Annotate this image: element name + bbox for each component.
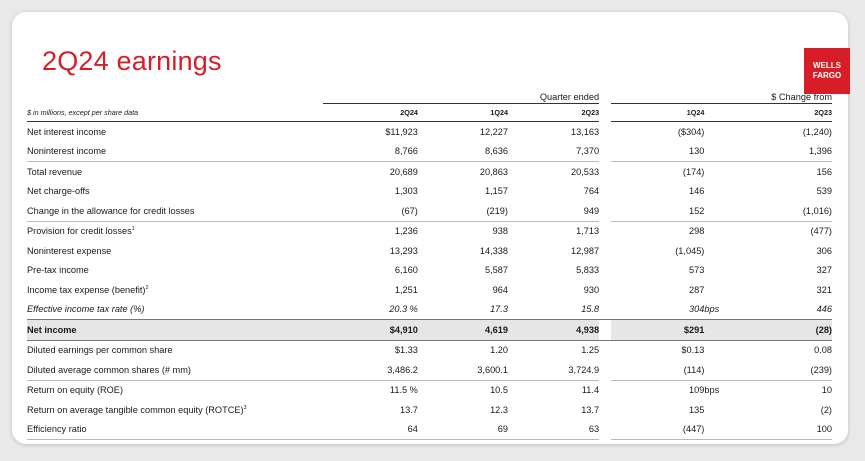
cell-2q23: 12,987 bbox=[570, 245, 600, 256]
cell-1q24: 938 bbox=[418, 221, 508, 241]
cell-1q24: 10.5 bbox=[418, 380, 508, 400]
unit-label bbox=[704, 201, 734, 221]
cell-change-1q24: 109 bbox=[611, 380, 704, 400]
table-row bbox=[27, 182, 832, 202]
row-label: Diluted earnings per common share bbox=[27, 340, 323, 360]
row-label: Pre-tax income bbox=[27, 265, 89, 276]
cell-1q24: 14,338 bbox=[479, 245, 508, 256]
row-label: Diluted average common shares (# mm) bbox=[27, 364, 191, 375]
cell-2q23: 1.25 bbox=[508, 340, 599, 360]
row-label: Efficiency ratio bbox=[27, 420, 323, 440]
cell-change-2q23: 10 bbox=[735, 380, 832, 400]
cell-change-1q24: 287 bbox=[689, 284, 705, 295]
table-row bbox=[27, 320, 832, 341]
cell-2q23: 7,370 bbox=[576, 146, 600, 157]
unit-label bbox=[704, 221, 734, 241]
unit-label bbox=[704, 182, 734, 202]
row-label: Total revenue bbox=[27, 162, 323, 182]
cell-change-2q23: (239) bbox=[810, 364, 832, 375]
cell-2q24: 13,293 bbox=[389, 245, 418, 256]
table-row bbox=[27, 142, 832, 162]
column-header-row bbox=[27, 104, 832, 122]
cell-2q24: 8,766 bbox=[394, 146, 418, 157]
cell-1q24: 20,863 bbox=[418, 162, 508, 182]
unit-label bbox=[704, 122, 734, 142]
cell-2q24: 20,689 bbox=[323, 162, 418, 182]
cell-2q24: 20.3 % bbox=[389, 304, 418, 315]
unit-label bbox=[704, 241, 734, 261]
cell-change-1q24: (114) bbox=[683, 364, 705, 375]
cell-1q24: (219) bbox=[486, 205, 508, 216]
table-row bbox=[27, 400, 832, 420]
table-row bbox=[27, 162, 832, 182]
cell-change-2q23: 0.08 bbox=[735, 340, 832, 360]
table-row bbox=[27, 420, 832, 440]
table-row bbox=[27, 241, 832, 261]
cell-change-1q24: 135 bbox=[689, 404, 705, 415]
unit-label bbox=[704, 360, 734, 380]
row-label: Noninterest income bbox=[27, 146, 107, 157]
row-label: Net income bbox=[27, 320, 323, 341]
cell-2q23: 4,938 bbox=[508, 320, 599, 341]
cell-change-2q23: 321 bbox=[816, 284, 832, 295]
unit-label bbox=[704, 280, 734, 300]
cell-2q23: 3,724.9 bbox=[568, 364, 600, 375]
cell-2q23: 13.7 bbox=[581, 404, 600, 415]
unit-label bbox=[704, 162, 734, 182]
cell-2q24: 13.7 bbox=[399, 404, 418, 415]
cell-change-2q23: 539 bbox=[816, 186, 832, 197]
cell-2q24: $4,910 bbox=[323, 320, 418, 341]
unit-label bbox=[704, 420, 734, 440]
unit-label bbox=[704, 320, 734, 341]
footnote-marker: 2 bbox=[145, 284, 149, 291]
cell-1q24: 12,227 bbox=[479, 126, 508, 137]
row-label: Net interest income bbox=[27, 126, 107, 137]
table-row bbox=[27, 280, 832, 300]
cell-1q24: 17.3 bbox=[490, 304, 508, 315]
row-label: Income tax expense (benefit)$^2$ bbox=[27, 284, 149, 295]
cell-change-1q24: $0.13 bbox=[611, 340, 704, 360]
table-row bbox=[27, 360, 832, 380]
cell-2q23: 930 bbox=[583, 284, 600, 295]
cell-2q24: 1,303 bbox=[394, 186, 418, 197]
table-row bbox=[27, 300, 832, 320]
row-label: Net charge-offs bbox=[27, 186, 90, 197]
unit-label bbox=[704, 340, 734, 360]
wells-fargo-logo: WELLS FARGO bbox=[804, 48, 850, 94]
cell-change-1q24: (1,045) bbox=[675, 245, 705, 256]
table-row bbox=[27, 380, 832, 400]
cell-change-1q24: 130 bbox=[689, 146, 705, 157]
earnings-table bbox=[27, 86, 832, 440]
table-row bbox=[27, 221, 832, 241]
cell-change-1q24: 146 bbox=[689, 186, 705, 197]
cell-2q23: 949 bbox=[583, 205, 600, 216]
cell-change-2q23: (1,016) bbox=[802, 205, 832, 216]
cell-1q24: 12.3 bbox=[490, 404, 508, 415]
cell-2q23: 764 bbox=[583, 186, 600, 197]
cell-1q24: 5,587 bbox=[484, 265, 508, 276]
unit-label: bps bbox=[704, 304, 720, 315]
cell-2q23: 15.8 bbox=[581, 304, 600, 315]
cell-change-2q23: 306 bbox=[816, 245, 832, 256]
cell-2q24: 1,236 bbox=[323, 221, 418, 241]
col-header-2q24: 2Q24 bbox=[323, 104, 418, 122]
cell-change-1q24: 573 bbox=[689, 265, 705, 276]
cell-1q24: 964 bbox=[492, 284, 508, 295]
cell-2q24: 3,486.2 bbox=[387, 364, 418, 375]
unit-label bbox=[704, 261, 734, 281]
cell-change-1q24: ($304) bbox=[677, 126, 705, 137]
cell-change-1q24: 152 bbox=[689, 205, 705, 216]
col-header-change-2q23: 2Q23 bbox=[735, 104, 832, 122]
cell-2q23: 13,163 bbox=[570, 126, 600, 137]
cell-2q23: 5,833 bbox=[576, 265, 600, 276]
cell-1q24: 8,636 bbox=[484, 146, 508, 157]
footnote-marker: 1 bbox=[131, 226, 135, 233]
table-row bbox=[27, 122, 832, 142]
cell-2q24: 64 bbox=[323, 420, 418, 440]
unit-label bbox=[704, 142, 734, 162]
cell-change-2q23: 1,396 bbox=[809, 146, 832, 157]
cell-1q24: 4,619 bbox=[418, 320, 508, 341]
change-from-header: $ Change from bbox=[611, 86, 832, 104]
row-label: Noninterest expense bbox=[27, 245, 112, 256]
row-label: Change in the allowance for credit losses bbox=[27, 205, 195, 216]
cell-2q23: 20,533 bbox=[508, 162, 599, 182]
col-header-1q24: 1Q24 bbox=[418, 104, 508, 122]
units-note: $ in millions, except per share data bbox=[27, 104, 323, 122]
cell-1q24: 3,600.1 bbox=[477, 364, 508, 375]
row-label: Return on equity (ROE) bbox=[27, 380, 323, 400]
cell-change-2q23: (2) bbox=[820, 404, 832, 415]
table-row bbox=[27, 340, 832, 360]
cell-2q23: 63 bbox=[508, 420, 599, 440]
cell-1q24: 69 bbox=[418, 420, 508, 440]
cell-2q24: (67) bbox=[401, 205, 418, 216]
column-group-header bbox=[27, 86, 832, 104]
cell-change-2q23: (28) bbox=[735, 320, 832, 341]
col-header-2q23: 2Q23 bbox=[508, 104, 599, 122]
unit-label: bps bbox=[704, 380, 734, 400]
cell-2q24: $1.33 bbox=[323, 340, 418, 360]
cell-2q24: 6,160 bbox=[394, 265, 418, 276]
cell-change-1q24: (447) bbox=[611, 420, 704, 440]
cell-change-1q24: $291 bbox=[611, 320, 704, 341]
cell-change-1q24: 304 bbox=[689, 304, 705, 315]
cell-change-1q24: 298 bbox=[611, 221, 704, 241]
quarter-ended-header: Quarter ended bbox=[323, 86, 599, 104]
cell-change-2q23: (477) bbox=[735, 221, 832, 241]
row-label: Return on average tangible common equity (ROTCE)$^3$ bbox=[27, 404, 247, 415]
footnote-marker: 3 bbox=[243, 404, 247, 411]
cell-change-2q23: 100 bbox=[735, 420, 832, 440]
cell-1q24: 1.20 bbox=[418, 340, 508, 360]
cell-change-1q24: (174) bbox=[611, 162, 704, 182]
col-header-change-1q24: 1Q24 bbox=[611, 104, 704, 122]
table-row bbox=[27, 201, 832, 221]
row-label: Provision for credit losses$^1$ bbox=[27, 221, 323, 241]
cell-change-2q23: (1,240) bbox=[802, 126, 832, 137]
unit-label bbox=[704, 400, 734, 420]
cell-2q24: 1,251 bbox=[394, 284, 418, 295]
page-title: 2Q24 earnings bbox=[42, 46, 222, 76]
row-label: Effective income tax rate (%) bbox=[27, 304, 145, 315]
cell-change-2q23: 327 bbox=[816, 265, 832, 276]
cell-2q24: $11,923 bbox=[385, 126, 418, 137]
cell-change-2q23: 446 bbox=[816, 304, 832, 315]
cell-2q24: 11.5 % bbox=[323, 380, 418, 400]
table-row bbox=[27, 261, 832, 281]
cell-change-2q23: 156 bbox=[735, 162, 832, 182]
cell-2q23: 1,713 bbox=[508, 221, 599, 241]
cell-1q24: 1,157 bbox=[484, 186, 508, 197]
cell-2q23: 11.4 bbox=[508, 380, 599, 400]
